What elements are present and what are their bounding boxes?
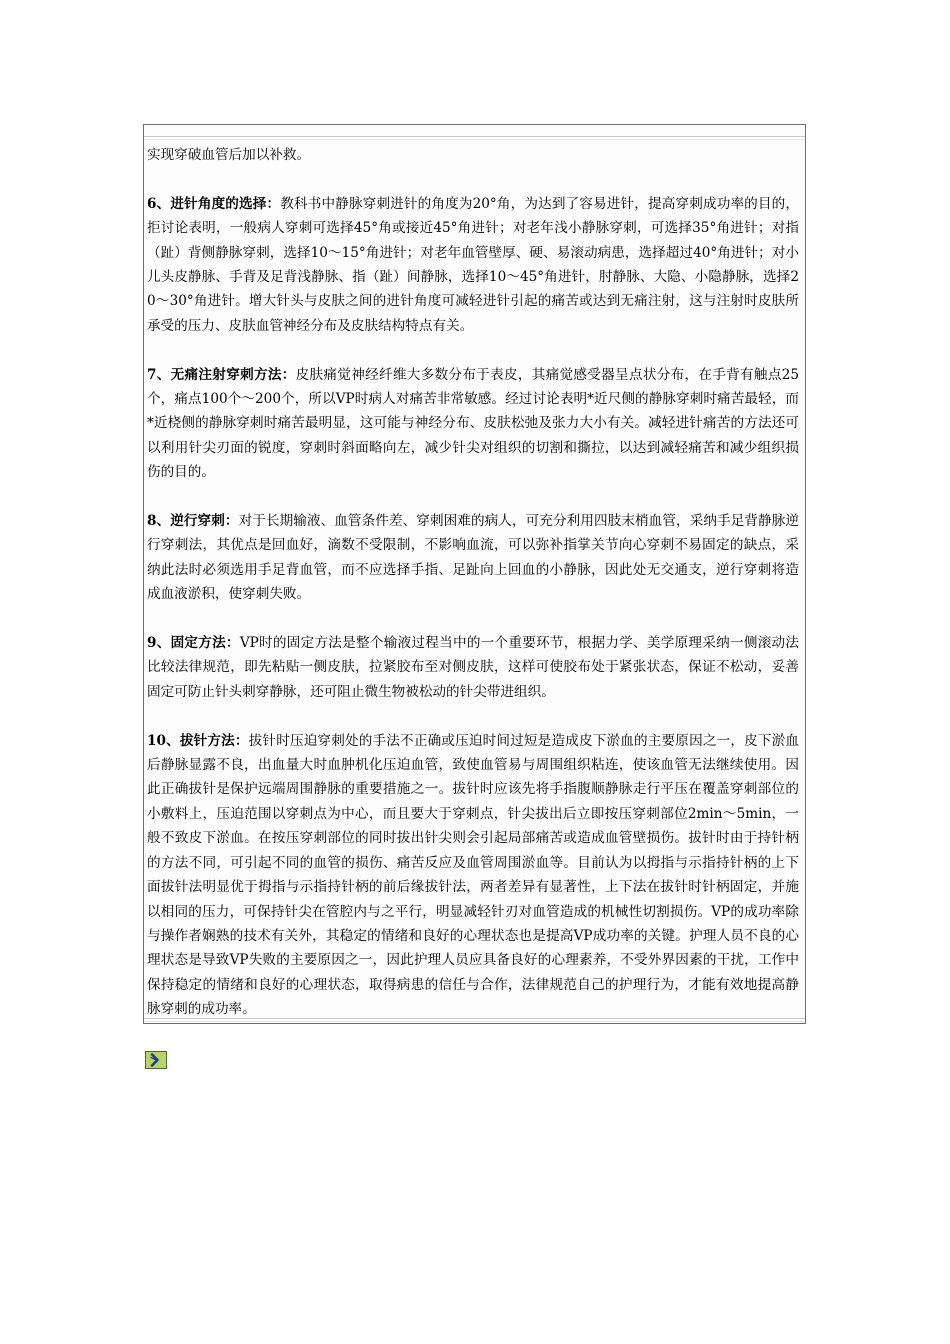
section-body: 拔针时压迫穿刺处的手法不正确或压迫时间过短是造成皮下淤血的主要原因之一，皮下淤血后静脉显露不良，出血量大时血肿机化压迫血管，致使血管易与周围组织粘连，使该血管无法继续使用。因此正确拔针是保护远端周围静脉的重要措施之一。拔针时应该先将手指腹顺静脉走行平压在覆盖穿刺部位的小敷料上，压迫范围以穿刺点为中心，而且要大于穿刺点，针尖拔出后立即按压穿刺部位2min～5min，一般不致皮下淤血。在按压穿刺部位的同时拔出针尖则会引起局部痛苦或造成血管壁损伤。拔针时由于持针柄的方法不同，可引起不同的血管的损伤、痛苦反应及血管周围淤血等。目前认为以拇指与示指持针柄的上下面拔针法明显优于拇指与示指持针柄的前后缘拔针法，两者差异有显著性，上下法在拔针时针柄固定，并施以相同的压力，可保持针尖在管腔内与之平行，明显减轻针刃对血管造成的机械性切割损伤。VP的成功率除与操作者娴熟的技术有关外，其稳定的情绪和良好的心理状态也是提高VP成功率的关键。护理人员不良的心理状态是导致VP失败的主要原因之一，因此护理人员应具备良好的心理素养，不受外界因素的干扰，工作中保持稳定的情绪和良好的心理状态，取得病患的信任与合作，法律规范自己的护理行为，才能有效地提高静脉穿刺的成功率。: [147, 732, 800, 1018]
section-body: VP时的固定方法是整个输液过程当中的一个重要环节，根据力学、美学原理采纳一侧滚动法比较法律规范，即先粘贴一侧皮肤，拉紧胶布至对侧皮肤，这样可使胶布处于紧张状态，保证不松动，妥善固定可防止针头刺穿静脉，还可阻止微生物被松动的针尖带进组织。: [147, 635, 799, 700]
paragraph-gap: [147, 338, 799, 362]
section-heading: 6、进针角度的选择：: [147, 195, 281, 212]
section-heading: 7、无痛注射穿刺方法：: [147, 366, 296, 383]
bottom-divider: [144, 1018, 805, 1022]
section-fixation-method: [147, 631, 799, 704]
section-angle-selection: [147, 192, 799, 338]
arrow-glyph: [146, 1052, 166, 1068]
section-body: 皮肤痛觉神经纤维大多数分布于表皮，其痛觉感受器呈点状分布，在手背有触点25个，痛点100个～200个，所以VP时病人对痛苦非常敏感。经过讨论表明*近尺侧的静脉穿刺时痛苦最轻，而*近桡侧的静脉穿刺时痛苦最明显，这可能与神经分布、皮肤松弛及张力大小有关。减轻进针痛苦的方法还可以利用针尖刃面的锐度，穿刺时斜面略向左，减少针尖对组织的切割和撕拉，以达到减轻痛苦和减少组织损伤的目的。: [147, 366, 800, 481]
section-painless-injection: [147, 363, 799, 485]
section-heading: 8、逆行穿刺：: [147, 513, 239, 530]
section-body: 对于长期输液、血管条件差、穿刺困难的病人，可充分利用四肢末梢血管，采纳手足背静脉逆行穿刺法，其优点是回血好，滴数不受限制，不影响血流，可以弥补指掌关节向心穿刺不易固定的缺点，采纳此法时必须选用手足背血管，而不应选择手指、足趾向上回血的小静脉，因此处无交通支，逆行穿刺将造成血液淤积，使穿刺失败。: [147, 513, 799, 603]
section-heading: 9、固定方法：: [147, 635, 240, 652]
section-heading: 10、拔针方法：: [147, 732, 249, 749]
next-arrow-icon[interactable]: [145, 1051, 167, 1069]
article-content-box: [143, 124, 806, 1024]
article-text: [147, 143, 799, 1022]
continuation-paragraph: 实现穿破血管后加以补救。: [147, 147, 311, 163]
paragraph-gap: [147, 485, 799, 509]
top-divider: [144, 136, 805, 140]
paragraph-gap: [147, 704, 799, 728]
section-retrograde-puncture: [147, 509, 799, 607]
paragraph-gap: [147, 607, 799, 631]
paragraph-gap: [147, 167, 799, 191]
section-needle-removal: [147, 729, 799, 1022]
section-body: 教科书中静脉穿刺进针的角度为20°角，为达到了容易进针，提高穿刺成功率的目的，拒讨论表明，一般病人穿刺可选择45°角或接近45°角进针；对老年浅小静脉穿刺，可选择35°角进针；对指（趾）背侧静脉穿刺，选择10～15°角进针；对老年血管壁厚、硬、易滚动病患，选择超过40°角进针；对小儿头皮静脉、手背及足背浅静脉、指（趾）间静脉，选择10～45°角进针，肘静脉、大隐、小隐静脉，选择20～30°角进针。增大针头与皮肤之间的进针角度可减轻进针引起的痛苦或达到无痛注射，这与注射时皮肤所承受的压力、皮肤血管神经分布及皮肤结构特点有关。: [147, 195, 799, 334]
